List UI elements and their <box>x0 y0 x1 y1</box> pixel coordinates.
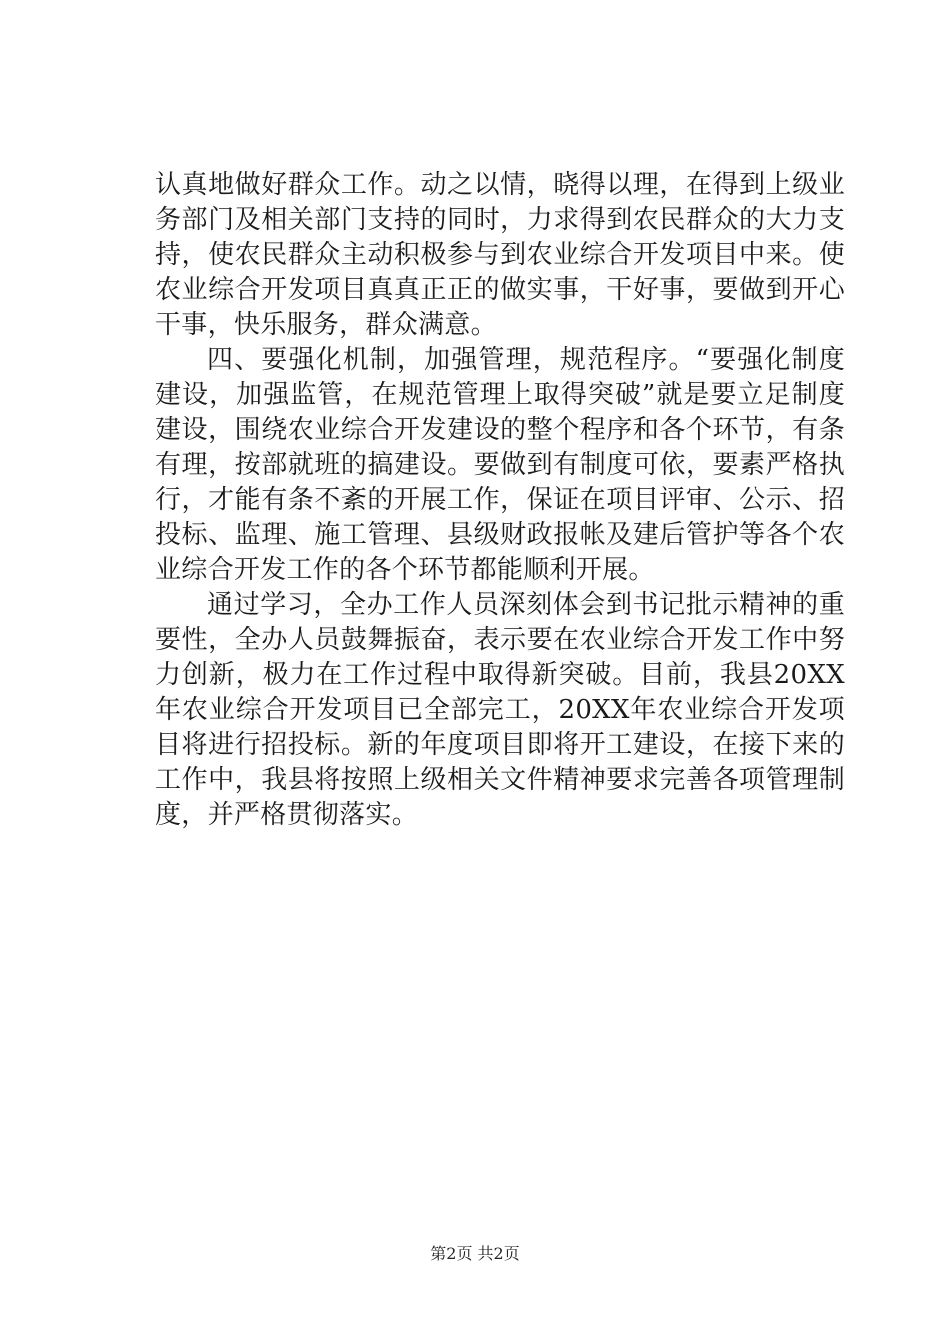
page-footer: 第2页 共2页 <box>430 1244 520 1263</box>
document-body <box>155 168 845 833</box>
paragraph-3: 通过学习，全办工作人员深刻体会到书记批示精神的重要性，全办人员鼓舞振奋，表示要在农业综合开发工作中努力创新，极力在工作过程中取得新突破。目前，我县20XX年农业综合开发项目已全部完工，20XX年农业综合开发项目将进行招投标。新的年度项目即将开工建设，在接下来的工作中，我县将按照上级相关文件精神要求完善各项管理制度，并严格贯彻落实。 <box>155 590 845 830</box>
paragraph-1: 认真地做好群众工作。动之以情，晓得以理，在得到上级业务部门及相关部门支持的同时，力求得到农民群众的大力支持，使农民群众主动积极参与到农业综合开发项目中来。使农业综合开发项目真真正正的做实事，干好事，要做到开心干事，快乐服务，群众满意。 <box>155 170 845 340</box>
paragraph-2: 四、要强化机制，加强管理，规范程序。“要强化制度建设，加强监管，在规范管理上取得突破”就是要立足制度建设，围绕农业综合开发建设的整个程序和各个环节，有条有理，按部就班的搞建设。要做到有制度可依，要素严格执行，才能有条不紊的开展工作，保证在项目评审、公示、招投标、监理、施工管理、县级财政报帐及建后管护等各个农业综合开发工作的各个环节都能顺利开展。 <box>155 345 845 585</box>
